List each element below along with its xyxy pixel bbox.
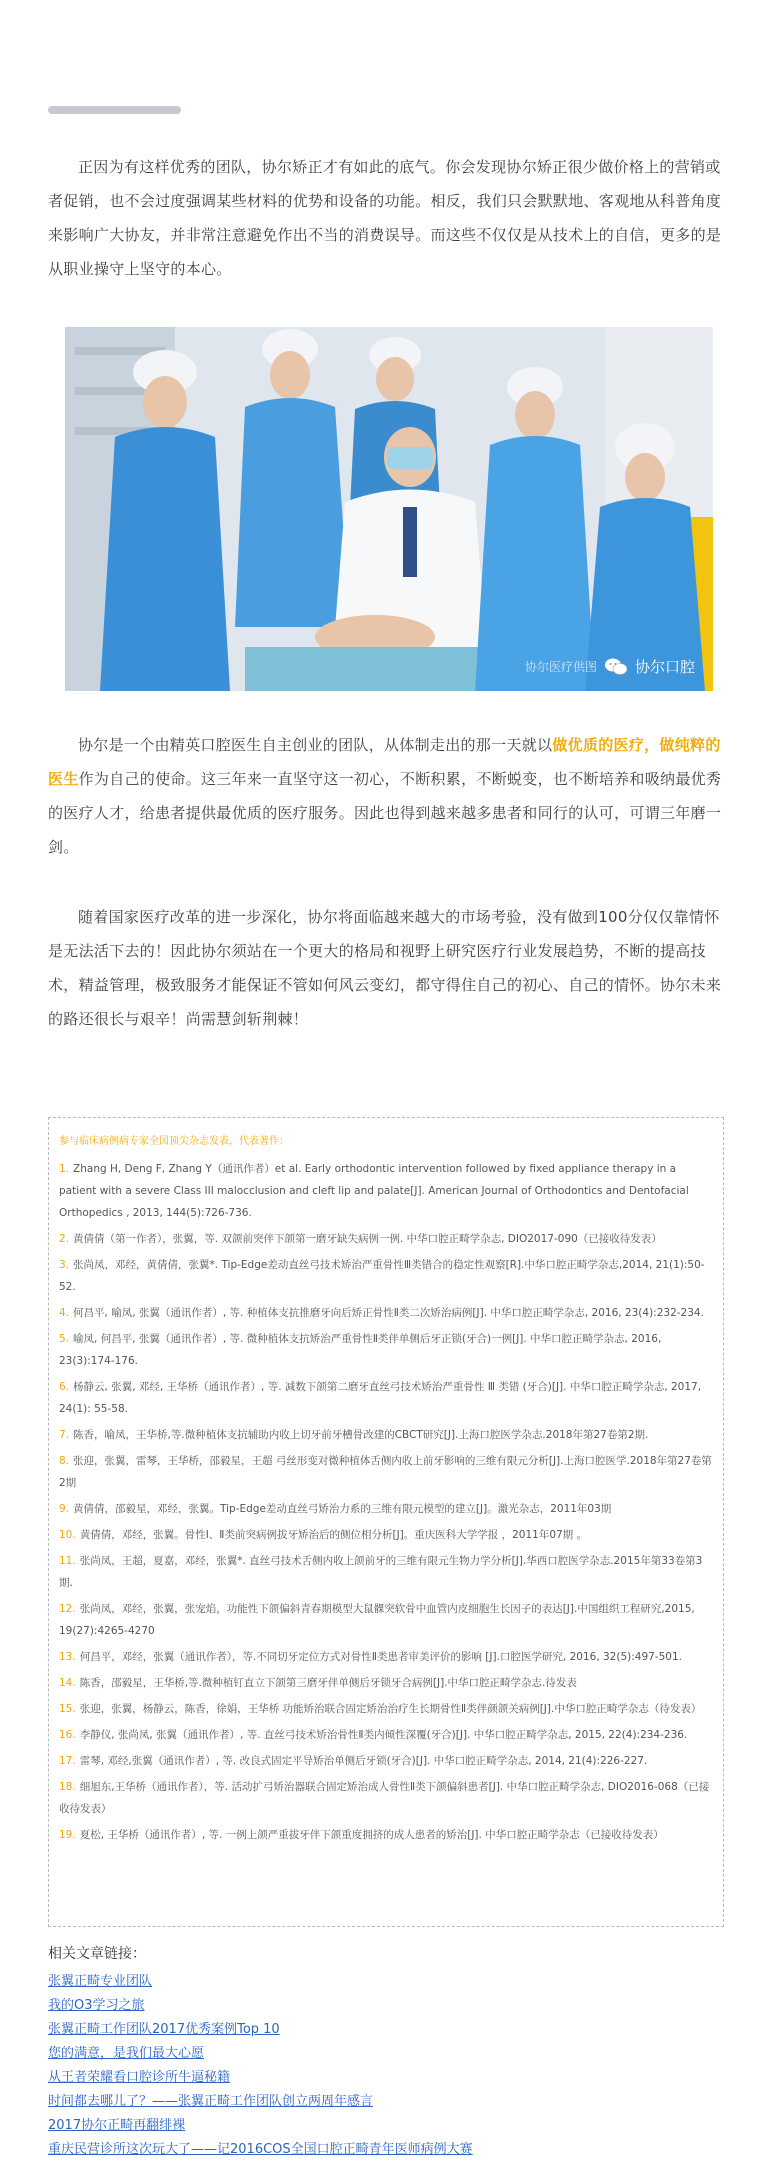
- publication-number: 14.: [59, 1677, 76, 1689]
- publication-item: [59, 1254, 713, 1298]
- related-article-item: [48, 2042, 473, 2066]
- publication-item: [59, 1158, 713, 1224]
- wechat-icon: [605, 658, 627, 676]
- watermark-credit: 协尔医疗供图: [524, 660, 597, 674]
- related-article-link[interactable]: 时间都去哪儿了？——张翼正畸工作团队创立两周年感言: [48, 2094, 374, 2109]
- publication-citation: 陈香，喻凤，王华桥,等.微种植体支抗辅助内收上切牙前牙槽骨改建的CBCT研究[J].上海口腔医学杂志.2018年第27卷第2期.: [73, 1429, 649, 1441]
- publication-number: 10.: [59, 1529, 76, 1541]
- publication-citation: 杨静云, 张翼, 邓经, 王华桥（通讯作者）, 等. 减数下颌第二磨牙直丝弓技术矫治严重骨性 Ⅲ 类错 (牙合)[J]. 中华口腔正畸学杂志, 2017, 24(1): 55-58.: [59, 1381, 702, 1415]
- publication-citation: 李静仪, 张尚凤, 张翼（通讯作者）, 等. 直丝弓技术矫治骨性Ⅱ类内倾性深覆(牙合)[J]. 中华口腔正畸学杂志, 2015, 22(4):234-236.: [79, 1729, 688, 1741]
- publication-citation: 黄倩倩，邵毅星，邓经，张翼。Tip-Edge差动直丝弓矫治力系的三维有限元模型的建立[J]。激光杂志，2011年03期: [73, 1503, 612, 1515]
- publication-item: [59, 1524, 713, 1546]
- publication-item: [59, 1646, 713, 1668]
- publication-citation: 喻凤, 何昌平, 张翼（通讯作者）, 等. 微种植体支抗矫治严重骨性Ⅱ类伴单侧后牙正锁(牙合)一例[J]. 中华口腔正畸学杂志, 2016, 23(3):174-176.: [59, 1333, 662, 1367]
- article-paragraph-mission: [48, 728, 724, 864]
- publication-number: 16.: [59, 1729, 76, 1741]
- publication-citation: 陈香，邵毅星，王华桥,等.微种植钉直立下颌第三磨牙伴单侧后牙锁牙合病例[J].中华口腔正畸学杂志.待发表: [79, 1677, 577, 1689]
- publication-item: [59, 1498, 713, 1520]
- decorative-divider-bar: [48, 106, 181, 114]
- publication-number: 19.: [59, 1829, 76, 1841]
- publication-citation: 张迎，张翼，杨静云，陈香，徐娟，王华桥 功能矫治联合固定矫治治疗生长期骨性Ⅱ类伴颜颌关病例[J].中华口腔正畸学杂志（待发表）: [79, 1703, 702, 1715]
- mission-text-after: 作为自己的使命。这三年来一直坚守这一初心，不断积累，不断蜕变，也不断培养和吸纳最优秀的医疗人才，给患者提供最优质的医疗服务。因此也得到越来越多患者和同行的认可，可谓三年磨一剑。: [48, 770, 722, 856]
- related-article-link[interactable]: 从王者荣耀看口腔诊所牛逼秘籍: [48, 2070, 231, 2085]
- related-article-link[interactable]: 我的O3学习之旅: [48, 1998, 145, 2013]
- publication-item: [59, 1698, 713, 1720]
- related-article-item: [48, 2018, 473, 2042]
- mission-highlight: 做优质的医疗，做纯粹的医生: [48, 736, 721, 788]
- photo-watermark: [525, 656, 695, 677]
- article-paragraph-team: 正因为有这样优秀的团队，协尔矫正才有如此的底气。你会发现协尔矫正很少做价格上的营销或者促销，也不会过度强调某些材料的优势和设备的功能。相反，我们只会默默地、客观地从科普角度来影响广大协友，并非常注意避免作出不当的消费误导。而这些不仅仅是从技术上的自信，更多的是从职业操守上坚守的本心。: [48, 158, 722, 278]
- related-article-item: [48, 1994, 473, 2018]
- related-article-item: [48, 2066, 473, 2090]
- publication-number: 15.: [59, 1703, 76, 1715]
- publication-number: 11.: [59, 1555, 76, 1567]
- publication-item: [59, 1328, 713, 1372]
- publication-number: 17.: [59, 1755, 76, 1767]
- publication-number: 2.: [59, 1233, 70, 1245]
- publication-item: [59, 1724, 713, 1746]
- publication-item: [59, 1424, 713, 1446]
- publication-number: 12.: [59, 1603, 76, 1615]
- publication-citation: 雷琴, 邓经,张翼（通讯作者）, 等. 改良式固定平导矫治单侧后牙锁(牙合)[J]. 中华口腔正畸学杂志, 2014, 21(4):226-227.: [79, 1755, 648, 1767]
- related-articles-title: 相关文章链接：: [48, 1946, 146, 1962]
- publication-item: [59, 1550, 713, 1594]
- publication-item: [59, 1598, 713, 1642]
- publication-item: [59, 1824, 713, 1846]
- related-article-link[interactable]: 2017协尔正畸再翻绯裸: [48, 2118, 186, 2133]
- publication-item: [59, 1302, 713, 1324]
- publications-list: [59, 1158, 713, 1846]
- publication-number: 7.: [59, 1429, 70, 1441]
- publication-number: 1.: [59, 1163, 70, 1175]
- publication-citation: 黄倩倩，邓经，张翼。骨性Ⅰ、Ⅱ类前突病例拔牙矫治后的侧位相分析[J]。重庆医科大学学报 ，2011年07期 。: [79, 1529, 588, 1541]
- publication-citation: Zhang H, Deng F, Zhang Y（通讯作者）et al. Early orthodontic intervention followed by fixed appliance therapy in a patient with a severe Class III malocclusion and cleft lip and palate[J]. American Journal of Orthodontics and Dentofacial Orthopedics , 2013, 144(5):726-736.: [59, 1163, 689, 1219]
- publication-number: 13.: [59, 1651, 76, 1663]
- publication-item: [59, 1376, 713, 1420]
- publication-item: [59, 1750, 713, 1772]
- publication-citation: 黄倩倩（第一作者），张翼，等. 双颌前突伴下颌第一磨牙缺失病例一例. 中华口腔正畸学杂志, DIO2017-090（已接收待发表）: [73, 1233, 662, 1245]
- publication-number: 6.: [59, 1381, 70, 1393]
- team-photo: [65, 327, 713, 691]
- related-article-item: [48, 2114, 473, 2138]
- publication-citation: 夏松, 王华桥（通讯作者）, 等. 一例上颌严重拔牙伴下颌重度拥挤的成人患者的矫治[J]. 中华口腔正畸学杂志（已接收待发表）: [79, 1829, 664, 1841]
- related-articles-list: [48, 1970, 473, 2162]
- publication-item: [59, 1228, 713, 1250]
- publications-box: [48, 1117, 724, 1927]
- related-article-item: [48, 2138, 473, 2162]
- clinic-scene-illustration: [65, 327, 713, 691]
- publication-citation: 张尚凤，邓经，张翼，张宠焰，功能性下颌偏斜青春期模型大鼠髁突软骨中血管内皮细胞生长因子的表达[J].中国组织工程研究,2015, 19(27):4265-4270: [59, 1603, 695, 1637]
- publication-citation: 何昌平, 喻凤, 张翼（通讯作者）, 等. 种植体支抗推磨牙向后矫正骨性Ⅱ类二次矫治病例[J]. 中华口腔正畸学杂志, 2016, 23(4):232-234.: [73, 1307, 704, 1319]
- publication-citation: 细旭东,王华桥（通讯作者），等. 活动扩弓矫治器联合固定矫治成人骨性Ⅱ类下颌偏斜患者[J]. 中华口腔正畸学杂志, DIO2016-068（已接收待发表）: [59, 1781, 710, 1815]
- publications-heading: 参与临床病例病专家全国顶尖杂志发表，代表著作：: [59, 1136, 289, 1147]
- publication-citation: 张迎，张翼，雷琴，王华桥，邵毅星，王超 弓丝形变对微种植体舌侧内收上前牙影响的三维有限元分析[J].上海口腔医学.2018年第27卷第2期: [59, 1455, 712, 1489]
- publication-citation: 何昌平，邓经，张翼（通讯作者），等.不同切牙定位方式对骨性Ⅱ类患者审美评价的影响 [J].口腔医学研究, 2016, 32(5):497-501.: [79, 1651, 682, 1663]
- publication-item: [59, 1776, 713, 1820]
- related-article-link[interactable]: 重庆民营诊所这次玩大了——记2016COS全国口腔正畸青年医师病例大赛: [48, 2142, 473, 2157]
- publication-number: 9.: [59, 1503, 70, 1515]
- related-article-link[interactable]: 张翼正畸专业团队: [48, 1974, 153, 1989]
- publication-number: 3.: [59, 1259, 70, 1271]
- publication-number: 18.: [59, 1781, 76, 1793]
- publication-number: 4.: [59, 1307, 70, 1319]
- publication-item: [59, 1450, 713, 1494]
- publication-citation: 张尚凤，邓经，黄倩倩，张翼*. Tip-Edge差动直丝弓技术矫治严重骨性Ⅲ类错合的稳定性观察[R].中华口腔正畸学杂志,2014, 21(1):50-52.: [59, 1259, 705, 1293]
- related-article-link[interactable]: 您的满意，是我们最大心愿: [48, 2046, 205, 2061]
- mission-text-before: 协尔是一个由精英口腔医生自主创业的团队，从体制走出的那一天就以: [78, 736, 553, 754]
- article-paragraph-future: 随着国家医疗改革的进一步深化，协尔将面临越来越大的市场考验，没有做到100分仅仅靠情怀是无法活下去的！因此协尔须站在一个更大的格局和视野上研究医疗行业发展趋势，不断的提高技术，精益管理，极致服务才能保证不管如何风云变幻，都守得住自己的初心、自己的情怀。协尔未来的路还很长与艰辛！尚需慧剑斩荆棘！: [48, 908, 722, 1028]
- publication-number: 5.: [59, 1333, 70, 1345]
- publication-number: 8.: [59, 1455, 70, 1467]
- publication-item: [59, 1672, 713, 1694]
- publication-citation: 张尚凤，王超，夏嘉，邓经，张翼*. 直丝弓技术舌侧内收上颌前牙的三维有限元生物力学分析[J].华西口腔医学杂志.2015年第33卷第3期.: [59, 1555, 703, 1589]
- related-article-item: [48, 1970, 473, 1994]
- watermark-brand: 协尔口腔: [634, 658, 695, 676]
- related-article-link[interactable]: 张翼正畸工作团队2017优秀案例Top 10: [48, 2022, 280, 2037]
- related-article-item: [48, 2090, 473, 2114]
